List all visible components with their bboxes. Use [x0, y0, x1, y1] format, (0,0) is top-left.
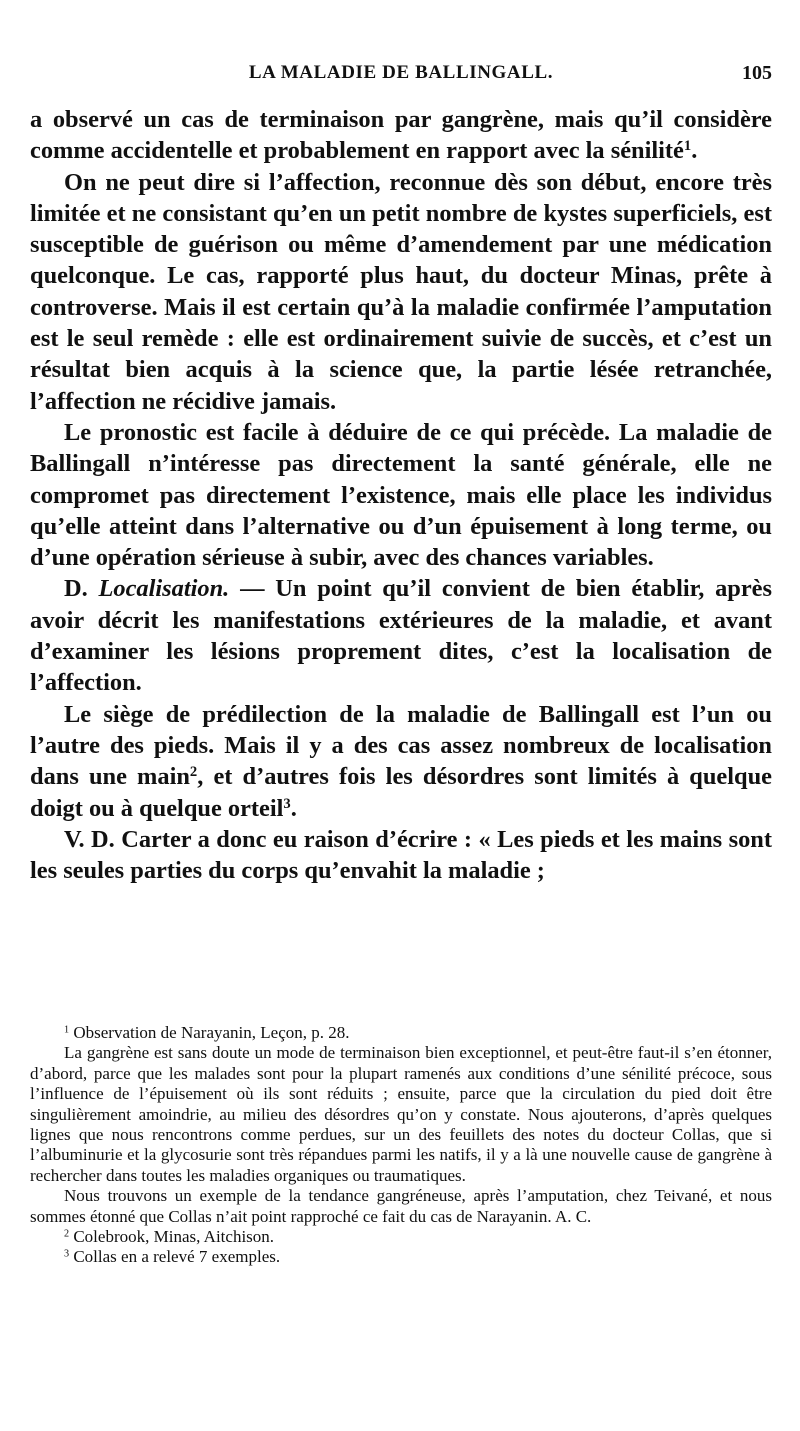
paragraph — [30, 573, 772, 698]
punctuation: . — [691, 137, 698, 165]
footnote-ref: 3 — [283, 795, 291, 812]
footnote-mark: 1 — [64, 1024, 70, 1036]
footnote-text: Nous trouvons un exemple de la tendance gangréneuse, après l’amputation, chez Teivané, et nous sommes étonné que Collas n’ait point rapproché ce fait du cas de Narayanin. A. C. — [30, 1186, 772, 1226]
paragraph: On ne peut dire si l’affection, reconnue dès son début, encore très limitée et ne consistant qu’en un petit nombre de kystes superficiels, est susceptible de guérison ou même d’amendement par une médication quelconque. Le cas, rapporté plus haut, du docteur Minas, prête à controverse. Mais il est certain qu’à la maladie confirmée l’amputation est le seul remède : elle est ordinairement suivie de succès, et c’est un résultat bien acquis à la science que, la partie lésée retranchée, l’affection ne récidive jamais. — [30, 168, 772, 415]
footnote-ref: 2 — [189, 764, 198, 781]
paragraph-text: , et d’autres fois les désordres sont limités à quelque doigt ou à quelque orteil — [30, 763, 772, 822]
footnote — [30, 1023, 772, 1043]
page-number: 105 — [742, 62, 772, 84]
footnote-text: La gangrène est sans doute un mode de terminaison bien exceptionnel, et peut-être faut-il s’en étonner, d’abord, parce que les malades sont pour la plupart ramenés aux conditions d’une sénilité précoce, sous l’influence de l’épuisement où ils sont réduits ; ensuite, parce que la circulation du pied doit être singulièrement amoindrie, au milieu des désordres qu’on y constate. Nous ajouterons, d’après quelques lignes que nous rencontrons comme perdues, sur un des feuillets des notes du docteur Collas, que si l’albuminurie et la glycosurie sont très répandues parmi les natifs, il y a là une nouvelle cause de gangrène à rechercher dans toutes les maladies organiques ou traumatiques. — [30, 1043, 772, 1185]
section-heading: Localisation. — [98, 575, 230, 603]
footnote — [30, 1247, 772, 1267]
page-header — [30, 62, 772, 90]
footnote-ref: 1 — [683, 138, 692, 155]
main-text — [30, 104, 772, 886]
section-letter: D. — [64, 575, 88, 603]
footnote-text: Collas en a relevé 7 exemples. — [69, 1247, 281, 1267]
paragraph — [30, 699, 772, 824]
footnotes — [30, 1023, 772, 1268]
footnote-text: Observation de Narayanin, Leçon, p. 28. — [69, 1023, 350, 1042]
punctuation: . — [290, 794, 297, 822]
paragraph-text: a observé un cas de terminaison par gangrène, mais qu’il considère comme accidentelle et probablement en rapport avec la sénilité — [30, 106, 772, 165]
paragraph-text: Le siège de prédilection de la maladie de Ballingall est l’un ou l’autre des pieds. Mais il y a des cas assez nombreux de localisation dans une main — [30, 700, 772, 791]
footnote-text: Colebrook, Minas, Aitchison. — [69, 1227, 275, 1247]
footnote-mark: 2 — [64, 1228, 70, 1240]
footnote — [30, 1227, 772, 1247]
paragraph-text: — Un point qu’il convient de bien établir, après avoir décrit les manifestations extérieures de la maladie, et avant d’examiner les lésions proprement dites, c’est la localisation de l’affection. — [30, 575, 772, 697]
running-title: LA MALADIE DE BALLINGALL. — [248, 62, 554, 83]
paragraph: Le pronostic est facile à déduire de ce qui précède. La maladie de Ballingall n’intéresse pas directement la santé générale, elle ne compromet pas directement l’existence, mais elle place les individus qu’elle atteint dans l’alternative ou d’un épuisement à long terme, ou d’une opération sérieuse à subir, avec des chances variables. — [30, 418, 772, 572]
paragraph — [30, 104, 772, 167]
paragraph: V. D. Carter a donc eu raison d’écrire : « Les pieds et les mains sont les seules parties du corps qu’envahit la maladie ; — [30, 825, 772, 885]
footnote-mark: 3 — [64, 1248, 70, 1260]
